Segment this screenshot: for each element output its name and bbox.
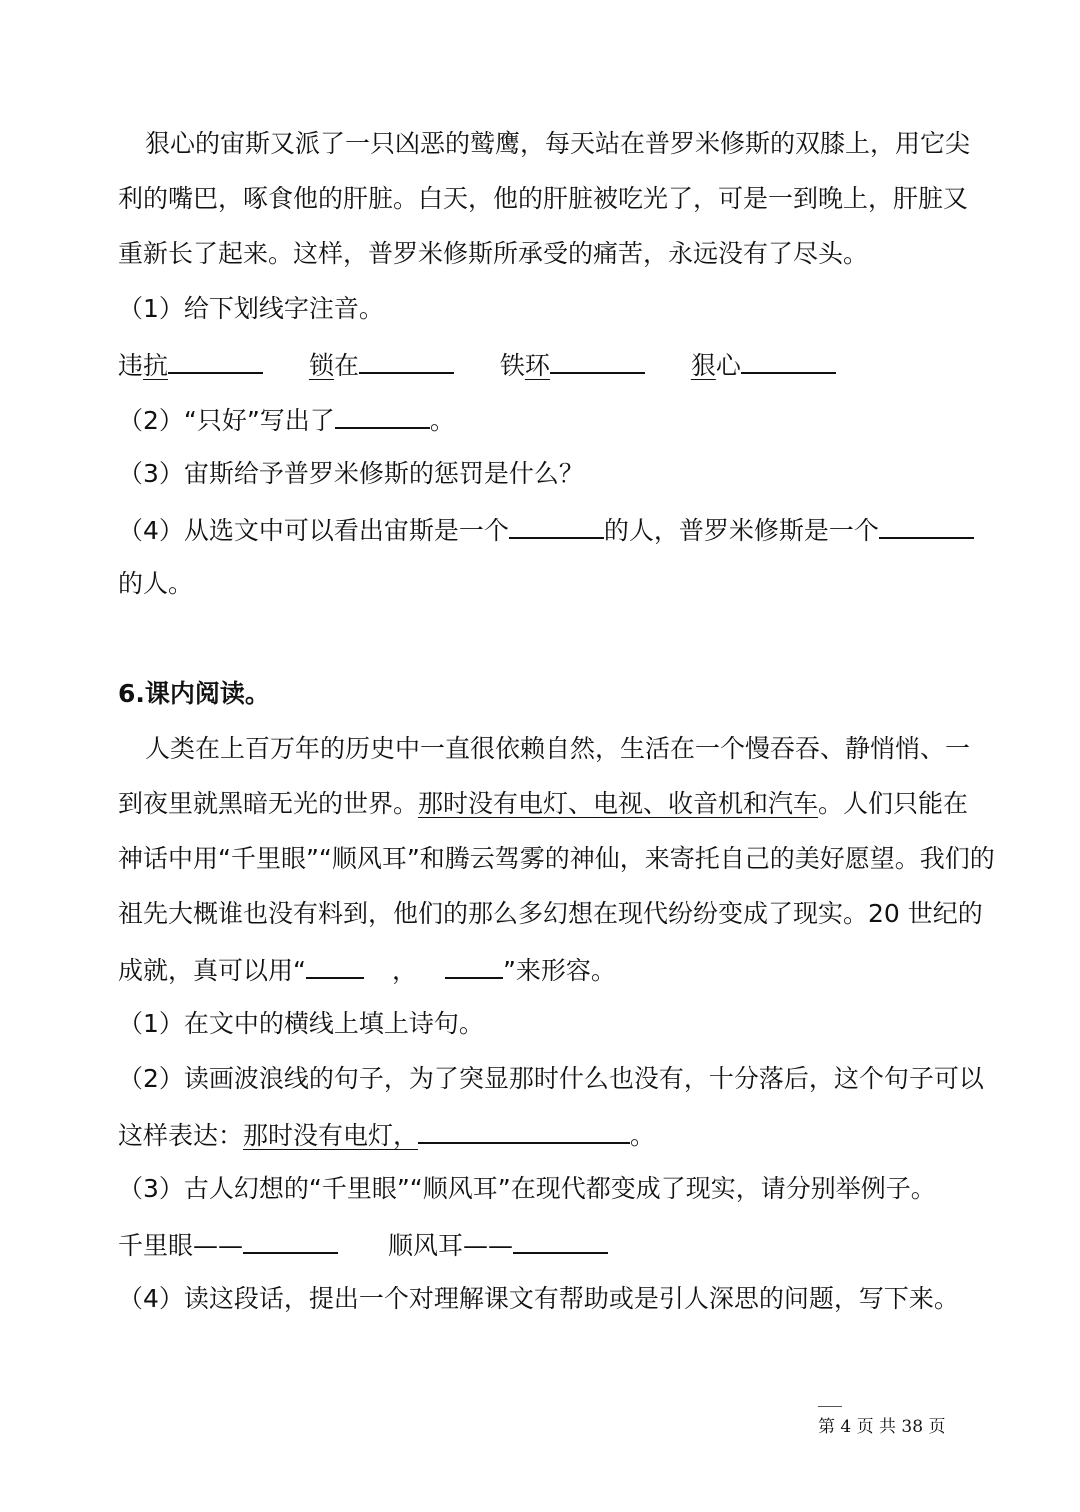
answer-blank[interactable] <box>509 511 604 539</box>
answer-blank[interactable] <box>359 346 454 374</box>
q2: （2）“只好”写出了 。 <box>118 401 455 439</box>
page-number: 第 4 页 共 38 页 <box>818 1417 946 1437</box>
answer-blank[interactable] <box>335 401 430 429</box>
q1-items <box>118 346 836 384</box>
section6-line5: 成就，真可以用“ ， ”来形容。 <box>118 951 616 989</box>
s6-q2-line1: （2）读画波浪线的句子，为了突显那时什么也没有，十分落后，这个句子可以 <box>118 1064 984 1093</box>
s6-q3-answers: 千里眼—— 顺风耳—— <box>118 1226 608 1264</box>
s6-q3: （3）古人幻想的“千里眼”“顺风耳”在现代都变成了现实，请分别举例子。 <box>118 1174 936 1203</box>
q3: （3）宙斯给予普罗米修斯的惩罚是什么？ <box>118 459 584 488</box>
poem-blank[interactable] <box>306 951 364 979</box>
answer-blank[interactable] <box>741 346 836 374</box>
passage1-line2: 利的嘴巴，啄食他的肝脏。白天，他的肝脏被吃光了，可是一到晚上，肝脏又 <box>118 184 969 213</box>
q1-item-2: 锁在 <box>309 351 454 380</box>
answer-blank[interactable] <box>550 346 645 374</box>
q1-prompt: （1）给下划线字注音。 <box>118 294 384 323</box>
s6-q2-line2: 这样表达：那时没有电灯， 。 <box>118 1116 655 1154</box>
s6-q4: （4）读这段话，提出一个对理解课文有帮助或是引人深思的问题，写下来。 <box>118 1284 959 1313</box>
s6-q1: （1）在文中的横线上填上诗句。 <box>118 1009 484 1038</box>
footer-rule <box>818 1406 842 1407</box>
q4-line2: 的人。 <box>118 569 194 598</box>
answer-blank[interactable] <box>168 346 263 374</box>
wavy-underlined-sentence: 那时没有电灯、电视、收音机和汽车 <box>418 789 819 818</box>
section6-line1: 人类在上百万年的历史中一直很依赖自然，生活在一个慢吞吞、静悄悄、一 <box>145 734 971 763</box>
poem-blank[interactable] <box>445 951 503 979</box>
answer-blank[interactable] <box>243 1226 338 1254</box>
answer-blank[interactable] <box>879 511 974 539</box>
q1-item-1: 违抗 <box>118 351 263 380</box>
answer-blank[interactable] <box>418 1116 630 1144</box>
passage1-line1: 狠心的宙斯又派了一只凶恶的鹫鹰，每天站在普罗米修斯的双膝上，用它尖 <box>145 129 971 158</box>
q4-line1: （4）从选文中可以看出宙斯是一个 的人，普罗米修斯是一个 <box>118 511 974 549</box>
answer-blank[interactable] <box>513 1226 608 1254</box>
section6-line2: 到夜里就黑暗无光的世界。那时没有电灯、电视、收音机和汽车。人们只能在 <box>118 789 969 818</box>
section6-line4: 祖先大概谁也没有料到，他们的那么多幻想在现代纷纷变成了现实。20 世纪的 <box>118 899 983 928</box>
q1-item-4: 狠心 <box>691 351 836 380</box>
passage1-line3: 重新长了起来。这样，普罗米修斯所承受的痛苦，永远没有了尽头。 <box>118 239 869 268</box>
section6-line3: 神话中用“千里眼”“顺风耳”和腾云驾雾的神仙，来寄托自己的美好愿望。我们的 <box>118 844 995 873</box>
q1-item-3: 铁环 <box>500 351 645 380</box>
section6-heading: 6.课内阅读。 <box>118 679 270 708</box>
